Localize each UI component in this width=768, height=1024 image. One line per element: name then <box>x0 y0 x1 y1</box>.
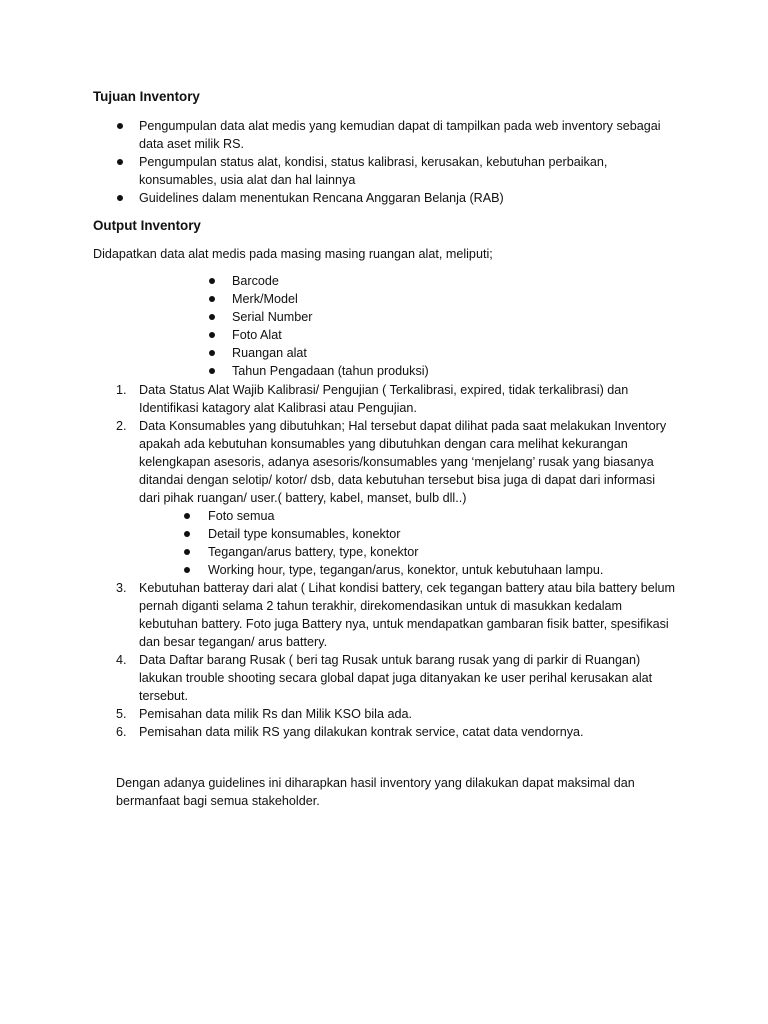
field-text: Barcode <box>232 274 279 288</box>
list-item <box>208 326 508 344</box>
item-text: Data Status Alat Wajib Kalibrasi/ Pengujian ( Terkalibrasi, expired, tidak terkalibrasi) dan Identifikasi katagory alat Kalibrasi atau Pengujian. <box>139 383 629 415</box>
list-item <box>185 507 676 525</box>
list-item <box>116 579 676 651</box>
field-text: Merk/Model <box>232 292 298 306</box>
list-item <box>185 525 676 543</box>
list-item <box>116 723 676 741</box>
tujuan-bullet-list <box>116 117 676 207</box>
bullet-icon <box>209 368 215 374</box>
list-item <box>208 344 508 362</box>
sub-item-text: Detail type konsumables, konektor <box>208 527 401 541</box>
list-item <box>208 290 508 308</box>
list-item <box>116 117 676 153</box>
output-heading: Output Inventory <box>93 218 201 233</box>
bullet-icon <box>184 513 190 519</box>
bullet-icon <box>209 278 215 284</box>
list-item <box>116 153 676 189</box>
field-text: Ruangan alat <box>232 346 307 360</box>
item-text: Data Konsumables yang dibutuhkan; Hal tersebut dapat dilihat pada saat melakukan Inventory apakah ada kebutuhan konsumables yang dibutuhkan dengan cara melihat kekurangan kelengkapan asesoris, adanya asesoris/konsumables yang ‘menjelang’ rusak yang biasanya ditandai dengan selotip/ kotor/ dsb, data kebutuhan tersebut bisa juga di dapat dari informasi dari pihak ruangan/ user.( battery, kabel, manset, bulb dll..) <box>139 419 667 505</box>
item-text: Pemisahan data milik Rs dan Milik KSO bila ada. <box>139 707 412 721</box>
sub-item-text: Tegangan/arus battery, type, konektor <box>208 545 419 559</box>
sub-item-text: Working hour, type, tegangan/arus, konektor, untuk kebutuhaan lampu. <box>208 563 604 577</box>
item-text: Pemisahan data milik RS yang dilakukan kontrak service, catat data vendornya. <box>139 725 584 739</box>
bullet-icon <box>117 123 123 129</box>
bullet-icon <box>209 296 215 302</box>
bullet-icon <box>184 567 190 573</box>
bullet-icon <box>209 314 215 320</box>
list-item <box>185 561 676 579</box>
bullet-icon <box>184 549 190 555</box>
item-number: 1. <box>116 383 127 397</box>
item-text: Data Daftar barang Rusak ( beri tag Rusak untuk barang rusak yang di parkir di Ruangan) lakukan trouble shooting secara global dapat juga ditanyakan ke user perihal kerusakan alat tersebut. <box>139 653 653 703</box>
item-number: 6. <box>116 725 127 739</box>
item-number: 2. <box>116 419 127 433</box>
output-field-list <box>208 272 508 380</box>
field-text: Tahun Pengadaan (tahun produksi) <box>232 364 429 378</box>
list-item <box>208 272 508 290</box>
bullet-icon <box>117 195 123 201</box>
tujuan-bullet-text: Pengumpulan data alat medis yang kemudian dapat di tampilkan pada web inventory sebagai data aset milik RS. <box>139 119 661 151</box>
output-numbered-list <box>116 381 676 741</box>
closing-paragraph: Dengan adanya guidelines ini diharapkan hasil inventory yang dilakukan dapat maksimal dan bermanfaat bagi semua stakeholder. <box>116 776 635 808</box>
list-item <box>185 543 676 561</box>
list-item <box>116 651 676 705</box>
list-item <box>116 417 676 579</box>
list-item <box>116 381 676 417</box>
tujuan-heading: Tujuan Inventory <box>93 89 200 104</box>
list-item <box>116 705 676 723</box>
list-item <box>208 362 508 380</box>
item-number: 5. <box>116 707 127 721</box>
bullet-icon <box>209 350 215 356</box>
item-number: 3. <box>116 581 127 595</box>
list-item <box>208 308 508 326</box>
bullet-icon <box>184 531 190 537</box>
bullet-icon <box>209 332 215 338</box>
item-text: Kebutuhan batteray dari alat ( Lihat kondisi battery, cek tegangan battery atau bila battery belum pernah diganti selama 2 tahun terakhir, direkomendasikan untuk di masukkan kedalam kebutuhan battery. Foto juga Battery nya, untuk mendapatkan gambaran fisik batter, spesifikasi dan besar tegangan/ arus battery. <box>139 581 676 649</box>
sub-item-text: Foto semua <box>208 509 275 523</box>
bullet-icon <box>117 159 123 165</box>
field-text: Serial Number <box>232 310 313 324</box>
item-number: 4. <box>116 653 127 667</box>
output-intro: Didapatkan data alat medis pada masing masing ruangan alat, meliputi; <box>93 247 493 261</box>
tujuan-bullet-text: Guidelines dalam menentukan Rencana Anggaran Belanja (RAB) <box>139 191 504 205</box>
list-item <box>116 189 676 207</box>
field-text: Foto Alat <box>232 328 282 342</box>
tujuan-bullet-text: Pengumpulan status alat, kondisi, status kalibrasi, kerusakan, kebutuhan perbaikan, konsumables, usia alat dan hal lainnya <box>139 155 608 187</box>
consumables-sub-list <box>139 507 676 579</box>
